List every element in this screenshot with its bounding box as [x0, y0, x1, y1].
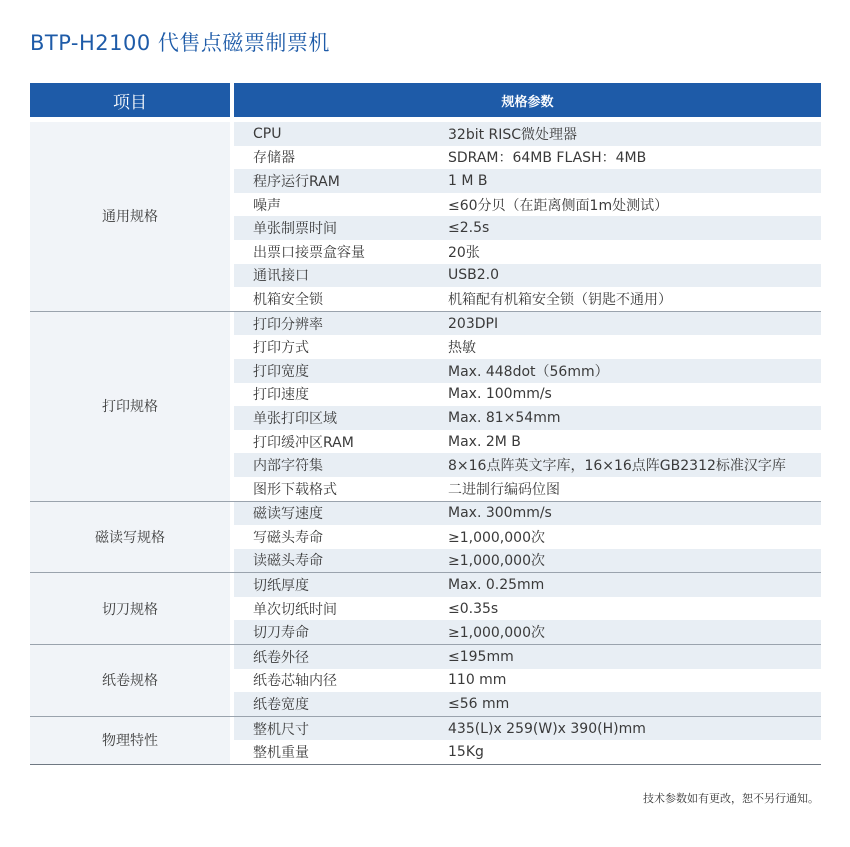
group-category: 磁读写规格 — [30, 502, 230, 573]
spec-value: ≤56 mm — [448, 696, 510, 713]
spec-key: 机箱安全锁 — [253, 291, 323, 308]
spec-value: 435(L)x 259(W)x 390(H)mm — [448, 720, 646, 737]
table-row — [234, 645, 821, 669]
table-row — [234, 312, 821, 336]
spec-value: Max. 0.25mm — [448, 577, 545, 594]
table-row — [234, 240, 821, 264]
table-row — [234, 383, 821, 407]
spec-value: ≤195mm — [448, 648, 514, 665]
table-row — [234, 335, 821, 359]
spec-key: 写磁头寿命 — [253, 529, 323, 546]
spec-value: 20张 — [448, 244, 480, 261]
table-row — [234, 287, 821, 311]
table-row — [234, 193, 821, 217]
spec-value: 203DPI — [448, 315, 499, 332]
spec-key: 打印宽度 — [253, 363, 309, 380]
table-row — [234, 146, 821, 170]
spec-value: 机箱配有机箱安全锁（钥匙不通用） — [448, 291, 672, 308]
table-row — [234, 122, 821, 146]
group-category: 切刀规格 — [30, 573, 230, 644]
spec-group — [30, 502, 821, 574]
table-row — [234, 477, 821, 501]
spec-value: USB2.0 — [448, 267, 500, 284]
spec-key: 打印缓冲区RAM — [253, 434, 354, 451]
page-title: BTP-H2100 代售点磁票制票机 — [30, 31, 330, 55]
spec-value: ≥1,000,000次 — [448, 553, 545, 570]
spec-key: 单次切纸时间 — [253, 601, 337, 618]
spec-value: Max. 300mm/s — [448, 505, 552, 522]
spec-key: 噪声 — [253, 197, 281, 214]
spec-key: 打印速度 — [253, 387, 309, 404]
spec-value: 热敏 — [448, 340, 476, 357]
table-row — [234, 717, 821, 741]
group-category: 纸卷规格 — [30, 645, 230, 716]
table-row — [234, 740, 821, 764]
table-row — [234, 669, 821, 693]
spec-table — [30, 122, 821, 765]
spec-value: SDRAM：64MB FLASH：4MB — [448, 150, 647, 167]
spec-key: 读磁头寿命 — [253, 553, 323, 570]
table-row — [234, 430, 821, 454]
table-row — [234, 453, 821, 477]
spec-key: 通讯接口 — [253, 268, 309, 285]
spec-key: 整机尺寸 — [253, 721, 309, 738]
spec-value: ≤60分贝（在距离侧面1m处测试） — [448, 197, 669, 214]
group-category: 通用规格 — [30, 122, 230, 311]
spec-key: 程序运行RAM — [253, 173, 340, 190]
table-row — [234, 573, 821, 597]
spec-group — [30, 122, 821, 312]
spec-key: 切刀寿命 — [253, 625, 309, 642]
group-category: 物理特性 — [30, 717, 230, 764]
spec-key: 打印分辨率 — [253, 316, 323, 333]
spec-group — [30, 573, 821, 645]
group-category: 打印规格 — [30, 312, 230, 501]
spec-value: 15Kg — [448, 744, 484, 761]
table-row — [234, 525, 821, 549]
spec-value: ≥1,000,000次 — [448, 529, 545, 546]
spec-value: Max. 2M B — [448, 433, 521, 450]
spec-value: ≤0.35s — [448, 600, 499, 617]
table-row — [234, 597, 821, 621]
spec-key: 打印方式 — [253, 340, 309, 357]
spec-key: 纸卷芯轴内径 — [253, 673, 337, 690]
spec-value: Max. 448dot（56mm） — [448, 363, 609, 380]
table-row — [234, 692, 821, 716]
spec-key: 纸卷外径 — [253, 649, 309, 666]
table-row — [234, 549, 821, 573]
table-row — [234, 216, 821, 240]
spec-key: 图形下载格式 — [253, 481, 337, 498]
spec-key: 磁读写速度 — [253, 506, 323, 523]
spec-key: CPU — [253, 125, 282, 142]
table-row — [234, 169, 821, 193]
spec-key: 内部字符集 — [253, 458, 323, 475]
spec-value: ≥1,000,000次 — [448, 625, 545, 642]
spec-value: 1 M B — [448, 172, 488, 189]
table-row — [234, 502, 821, 526]
spec-key: 存储器 — [253, 150, 295, 167]
spec-value: 二进制行编码位图 — [448, 481, 560, 498]
table-row — [234, 359, 821, 383]
spec-group — [30, 645, 821, 717]
spec-group — [30, 312, 821, 502]
table-row — [234, 620, 821, 644]
spec-key: 单张打印区域 — [253, 410, 337, 427]
spec-key: 单张制票时间 — [253, 221, 337, 238]
spec-key: 出票口接票盒容量 — [253, 244, 365, 261]
spec-key: 纸卷宽度 — [253, 697, 309, 714]
header-item: 项目 — [30, 83, 230, 117]
table-row — [234, 264, 821, 288]
spec-value: Max. 100mm/s — [448, 386, 552, 403]
spec-value: 8×16点阵英文字库，16×16点阵GB2312标准汉字库 — [448, 458, 786, 475]
spec-group — [30, 717, 821, 765]
spec-value: 32bit RISC微处理器 — [448, 126, 578, 143]
spec-value: Max. 81×54mm — [448, 409, 561, 426]
spec-key: 整机重量 — [253, 745, 309, 762]
footnote: 技术参数如有更改，恕不另行通知。 — [643, 792, 819, 805]
table-row — [234, 406, 821, 430]
spec-value: ≤2.5s — [448, 220, 490, 237]
header-spec: 规格参数 — [234, 83, 821, 117]
spec-key: 切纸厚度 — [253, 578, 309, 595]
spec-value: 110 mm — [448, 672, 507, 689]
